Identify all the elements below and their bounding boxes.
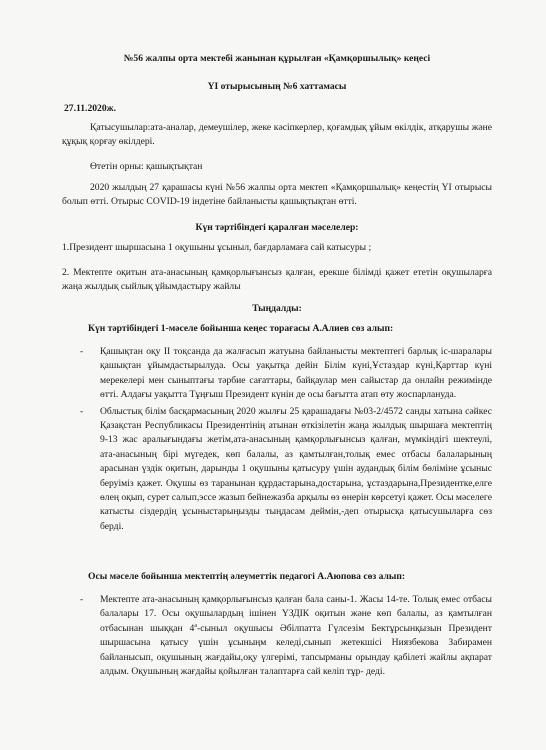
agenda-item-2: 2. Мектепте оқитын ата-анасының қамқорлығынсыз қалған, ерекше білімді қажет ететін оқушыларға жаңа жылдық сыйлық ұйымдастыру жайлы	[62, 267, 492, 293]
list-item	[80, 593, 492, 679]
meeting-date: 27.11.2020ж.	[64, 103, 116, 114]
list-item-text-start: Мектепте ата-анасының қамқорлығынсыз қалған бала саны-1. Жасы 14-те. Толық емес отбасы балалары 17. Осы оқушылардың ішінен ҮЗДІК оқитын және көп балалы, аз қамтылған отбасынан шыққан 4	[100, 594, 492, 634]
intro-paragraph: 2020 жылдың 27 қарашасы күні №56 жалпы орта мектеп «Қамқоршылық» кеңестің ҮІ отырысы болып өтті. Отырыс COVID-19 індетіне байланысты қашықтықтан өтті.	[62, 182, 492, 208]
bullet-dash: -	[80, 405, 84, 417]
document-subtitle: ҮІ отырысының №6 хаттамасы	[207, 81, 347, 92]
list-item-text: Облыстық білім басқармасының 2020 жылғы 25 қарашадағы №03-2/4572 санды хатына сәйкес Қазақстан Республикасы Президентінің атынан өткізілетін жаңа жылдық шыршаға мектептің 9-13 жас аралығындағы жетім,ата-анасының қамқорлығынсыз қалған, мүмкіндігі шектеулі, ата-анасының бірі мүгедек, көп балалы, аз қамтылған,толық емес отбасы балаларының арасынан үздік оқитын, дарынды 1 оқушыны қатысуру үшін аудандық білім бөліміне ұсыныс беруіміз қажет. Оқушы өз таранынан құрдастарына,достарына, ұстаздарына,Президентке,елге өлең оқып, сурет салып,эссе жазып бейнежазба арқылы өз өнерін көрсетуі қажет. Осы мәселеге катысты сіздердің ұсыныстарыңызды тыңдасам деймін,-деп отырысқа қатысушыларға сөз берді.	[100, 405, 492, 532]
venue-line: Өтетін орны: қашықтықтан	[90, 161, 203, 172]
agenda-heading: Күн тәртібіндегі қаралған мәселелер:	[195, 222, 359, 233]
list-item	[80, 345, 492, 403]
list-item-text	[100, 594, 492, 677]
speaker-2-heading: Осы мәселе бойынша мектептің әлеуметтік педагогі А.Аюпова сөз алып:	[88, 571, 406, 582]
speaker-2-points	[80, 593, 492, 679]
class-letter-superscript: а	[194, 622, 198, 629]
bullet-dash: -	[80, 346, 84, 357]
bullet-dash: -	[80, 594, 84, 605]
document-title: №56 жалпы орта мектебі жанынан құрылған «Қамқоршылық» кеңесі	[123, 53, 431, 64]
participants-paragraph: Қатысушылар:ата-аналар, демеушілер, жеке кәсіпкерлер, қоғамдық ұйым өкілдік, атқарушы және құқық қорғау өкілдері.	[62, 122, 492, 148]
speaker-1-points	[80, 345, 492, 534]
list-item-text: Қашықтан оқу ІІ тоқсанда да жалғасып жатуына байланысты мектептегі барлық іс-шаралары қашықтан ұйымдастырылуда. Осы уақытқа дейін Білім күні,Ұстаздар күні,Қарттар күні мерекелері мен сыныптағы тәрбие сағаттары, байқаулар мен сайыстар да онлайн режимінде өтті. Алдағы уақытта Тұңғыш Президент күнін де осы бағытта атап өту жоспарлануда.	[100, 346, 492, 401]
speaker-1-heading: Күн тәртібіндегі 1-мәселе бойынша кеңес торағасы А.Алиев сөз алып:	[88, 323, 394, 334]
listened-heading: Тыңдалды:	[252, 303, 302, 314]
agenda-item-1: 1.Президент шыршасына 1 оқушыны ұсыныл, бағдарламаға сай катысуры ;	[62, 242, 372, 253]
list-item	[80, 405, 492, 535]
list-item-text-end: -сыныл оқушысы Әбілпатта Гүлсезім Бектұрсынқызын Президент шыршасына қатысу үшін ұсыныңм келеді,сынып жетекшісі Ниязбекова Забирамен байланысып, оқушының жағдайы,оқу үлгерімі, тапсырманы орындау қабілеті жайлы ақпарат алдым. Оқушының жағдайы қойылған талаптарға сай келіп тұр- деді.	[100, 622, 492, 677]
